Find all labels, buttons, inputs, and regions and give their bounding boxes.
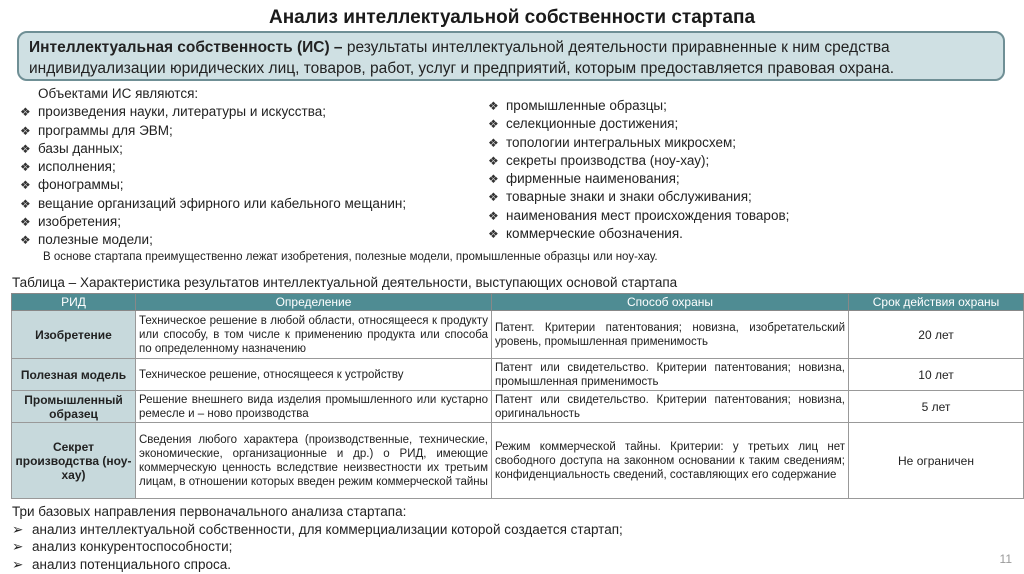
- protection-cell: Патент. Критерии патентования; новизна, изобретательский уровень, промышленная применимость: [492, 311, 849, 359]
- table-row: [12, 423, 1024, 499]
- rid-table: [11, 293, 1024, 499]
- protection-cell: Патент или свидетельство. Критерии патентования; новизна, оригинальность: [492, 391, 849, 423]
- diamond-bullet-icon: ❖: [20, 196, 31, 211]
- list-item: ❖ топологии интегральных микросхем;: [488, 134, 908, 152]
- objects-lead: Объектами ИС являются:: [38, 86, 199, 101]
- diamond-bullet-icon: ❖: [488, 190, 499, 205]
- definition-cell: Техническое решение, относящееся к устройству: [136, 359, 492, 391]
- definition-cell: Решение внешнего вида изделия промышленного или кустарно ремесле и – ново производства: [136, 391, 492, 423]
- directions-lead: Три базовых направления первоначального анализа стартапа:: [12, 504, 407, 519]
- list-item: ❖ программы для ЭВМ;: [10, 122, 490, 140]
- column-header-rid: РИД: [12, 294, 136, 311]
- diamond-bullet-icon: ❖: [20, 160, 31, 175]
- term-cell: 5 лет: [849, 391, 1024, 423]
- diamond-bullet-icon: ❖: [488, 153, 499, 168]
- rid-cell: Промышленный образец: [12, 391, 136, 423]
- rid-cell: Секрет производства (ноу-хау): [12, 423, 136, 499]
- definition-text: результаты интеллектуальной деятельности приравненные к ним средства индивидуализации юридических лиц, товаров, работ, услуг и предприятий, которым предоставляется правовая охрана.: [29, 39, 895, 77]
- list-item: ❖ фонограммы;: [10, 176, 490, 194]
- diamond-bullet-icon: ❖: [488, 99, 499, 113]
- diamond-bullet-icon: ❖: [20, 178, 31, 193]
- diamond-bullet-icon: ❖: [20, 215, 31, 230]
- list-item: ❖ коммерческие обозначения.: [488, 225, 908, 243]
- objects-list-left: [10, 85, 490, 250]
- diamond-bullet-icon: ❖: [20, 105, 31, 120]
- definition-box: [17, 31, 1005, 81]
- arrow-bullet-icon: ➢: [12, 521, 24, 537]
- diamond-bullet-icon: ❖: [488, 172, 499, 187]
- slide-title: Анализ интеллектуальной собственности стартапа: [268, 7, 756, 28]
- protection-cell: Режим коммерческой тайны. Критерии: у третьих лиц нет свободного доступа на законном основании к таким сведениям; конфиденциальность сведений, составляющих его содержание: [492, 423, 849, 499]
- list-item: ❖ исполнения;: [10, 158, 490, 176]
- table-row: [12, 359, 1024, 391]
- arrow-bullet-icon: ➢: [12, 539, 24, 554]
- diamond-bullet-icon: ❖: [488, 117, 499, 132]
- list-item: ❖ секреты производства (ноу-хау);: [488, 152, 908, 170]
- list-item: ➢ анализ интеллектуальной собственности, для коммерциализации которой создается стартап;: [12, 521, 623, 537]
- definition-cell: Техническое решение в любой области, относящееся к продукту или способу, в том числе к применению продукта или способа по определенному назначению: [136, 311, 492, 359]
- definition-term: Интеллектуальная собственность (ИС) –: [29, 39, 343, 56]
- list-item: ❖ полезные модели;: [10, 231, 490, 249]
- startup-basis-note: В основе стартапа преимущественно лежат изобретения, полезные модели, промышленные образцы или ноу-хау.: [43, 251, 658, 263]
- definition-cell: Сведения любого характера (производственные, технические, экономические, организационные и др.) о РИД, имеющие коммерческую ценность вследствие неизвестности их третьим лицам, в отношении которых введен режим коммерческой тайны: [136, 423, 492, 499]
- arrow-bullet-icon: ➢: [12, 556, 24, 572]
- list-item: ❖ вещание организаций эфирного или кабельного мещанин;: [10, 195, 490, 213]
- rid-cell: Полезная модель: [12, 359, 136, 391]
- column-header-term: Срок действия охраны: [849, 294, 1024, 311]
- list-item: ❖ наименования мест происхождения товаров;: [488, 207, 908, 225]
- column-header-protection: Способ охраны: [492, 294, 849, 311]
- analysis-directions: [12, 503, 623, 573]
- list-item: ➢ анализ потенциального спроса.: [12, 556, 231, 572]
- diamond-bullet-icon: ❖: [20, 141, 31, 156]
- diamond-bullet-icon: ❖: [20, 233, 31, 248]
- table-header-row: [12, 294, 1024, 311]
- protection-cell: Патент или свидетельство. Критерии патентования; новизна, промышленная применимость: [492, 359, 849, 391]
- list-item: ❖ промышленные образцы;: [488, 97, 908, 115]
- list-item: ❖ изобретения;: [10, 213, 490, 231]
- objects-list-right: [488, 97, 908, 243]
- list-item: ❖ фирменные наименования;: [488, 170, 908, 188]
- term-cell: 20 лет: [849, 311, 1024, 359]
- page-number: 11: [999, 552, 1012, 566]
- column-header-definition: Определение: [136, 294, 492, 311]
- list-item: ❖ селекционные достижения;: [488, 115, 908, 133]
- diamond-bullet-icon: ❖: [488, 227, 499, 242]
- table-row: [12, 311, 1024, 359]
- list-item: ➢ анализ конкурентоспособности;: [12, 539, 233, 554]
- list-item: ❖ товарные знаки и знаки обслуживания;: [488, 188, 908, 206]
- term-cell: 10 лет: [849, 359, 1024, 391]
- list-item: ❖ базы данных;: [10, 140, 490, 158]
- rid-cell: Изобретение: [12, 311, 136, 359]
- table-row: [12, 391, 1024, 423]
- diamond-bullet-icon: ❖: [20, 123, 31, 138]
- table-caption: Таблица – Характеристика результатов интеллектуальной деятельности, выступающих основой стартапа: [12, 275, 678, 290]
- term-cell: Не ограничен: [849, 423, 1024, 499]
- diamond-bullet-icon: ❖: [488, 135, 499, 150]
- diamond-bullet-icon: ❖: [488, 208, 499, 223]
- list-item: ❖ произведения науки, литературы и искусства;: [10, 103, 490, 121]
